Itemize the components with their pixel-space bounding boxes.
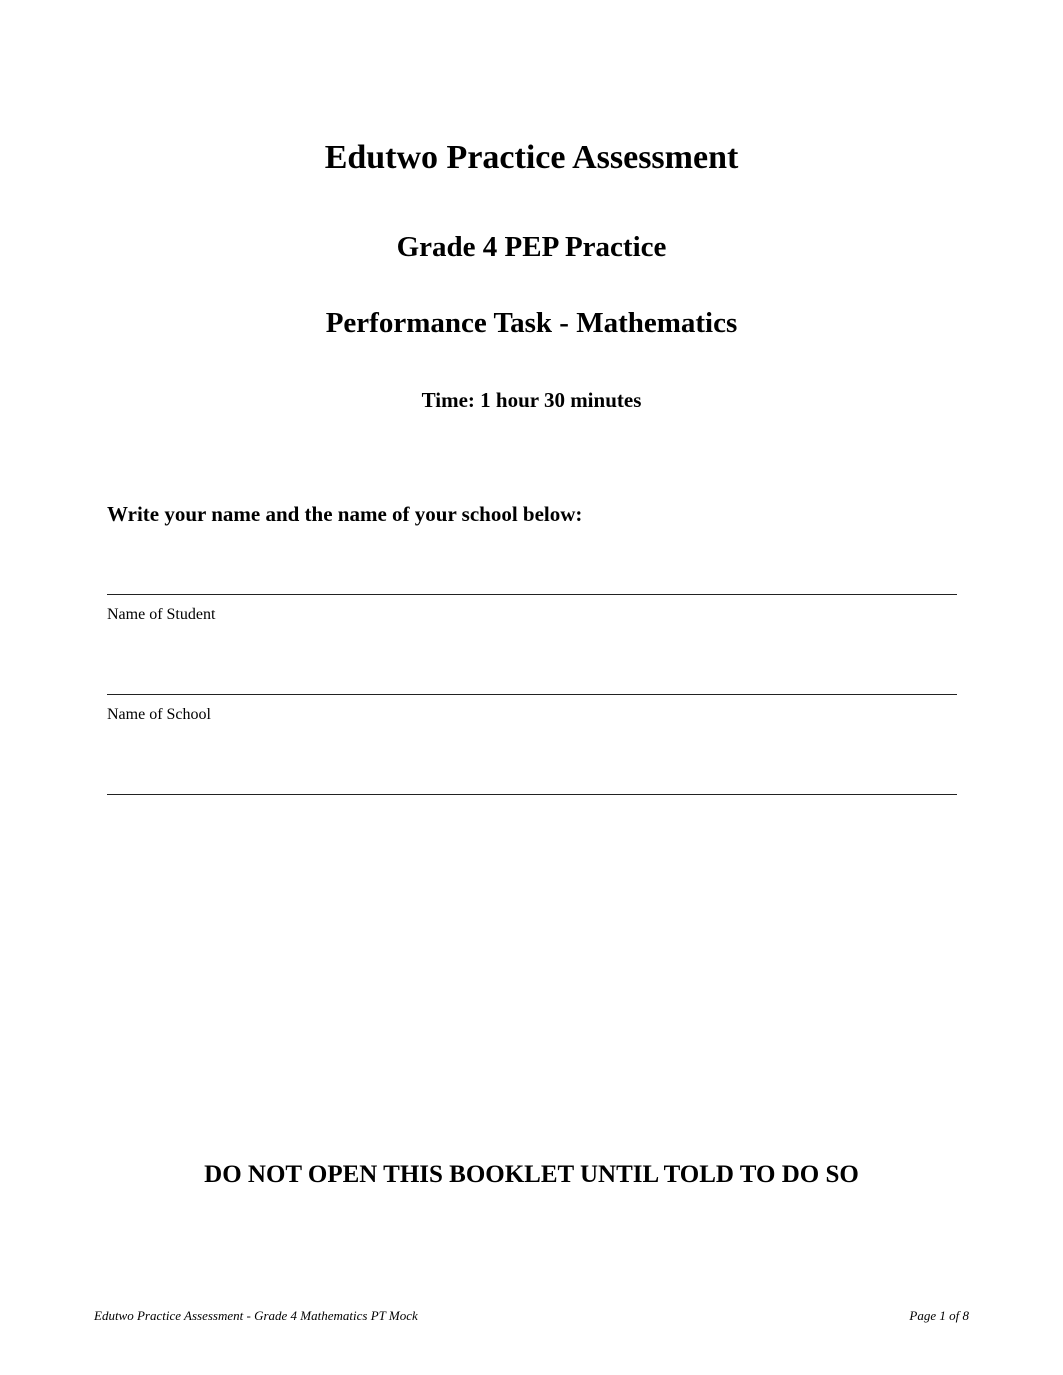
name-instruction: Write your name and the name of your school below: xyxy=(107,502,583,526)
time-allowed: Time: 1 hour 30 minutes xyxy=(421,388,642,412)
student-name-line xyxy=(107,594,957,595)
task-heading: Performance Task - Mathematics xyxy=(325,307,738,339)
extra-line xyxy=(107,794,957,795)
document-subtitle: Grade 4 PEP Practice xyxy=(396,231,667,263)
footer-document-name: Edutwo Practice Assessment - Grade 4 Mathematics PT Mock xyxy=(94,1308,418,1323)
do-not-open-notice: DO NOT OPEN THIS BOOKLET UNTIL TOLD TO DO SO xyxy=(204,1161,859,1188)
footer-page-number: Page 1 of 8 xyxy=(909,1308,969,1323)
student-name-label: Name of Student xyxy=(107,606,216,623)
school-name-label: Name of School xyxy=(107,706,211,723)
school-name-line xyxy=(107,694,957,695)
document-title: Edutwo Practice Assessment xyxy=(324,139,739,176)
